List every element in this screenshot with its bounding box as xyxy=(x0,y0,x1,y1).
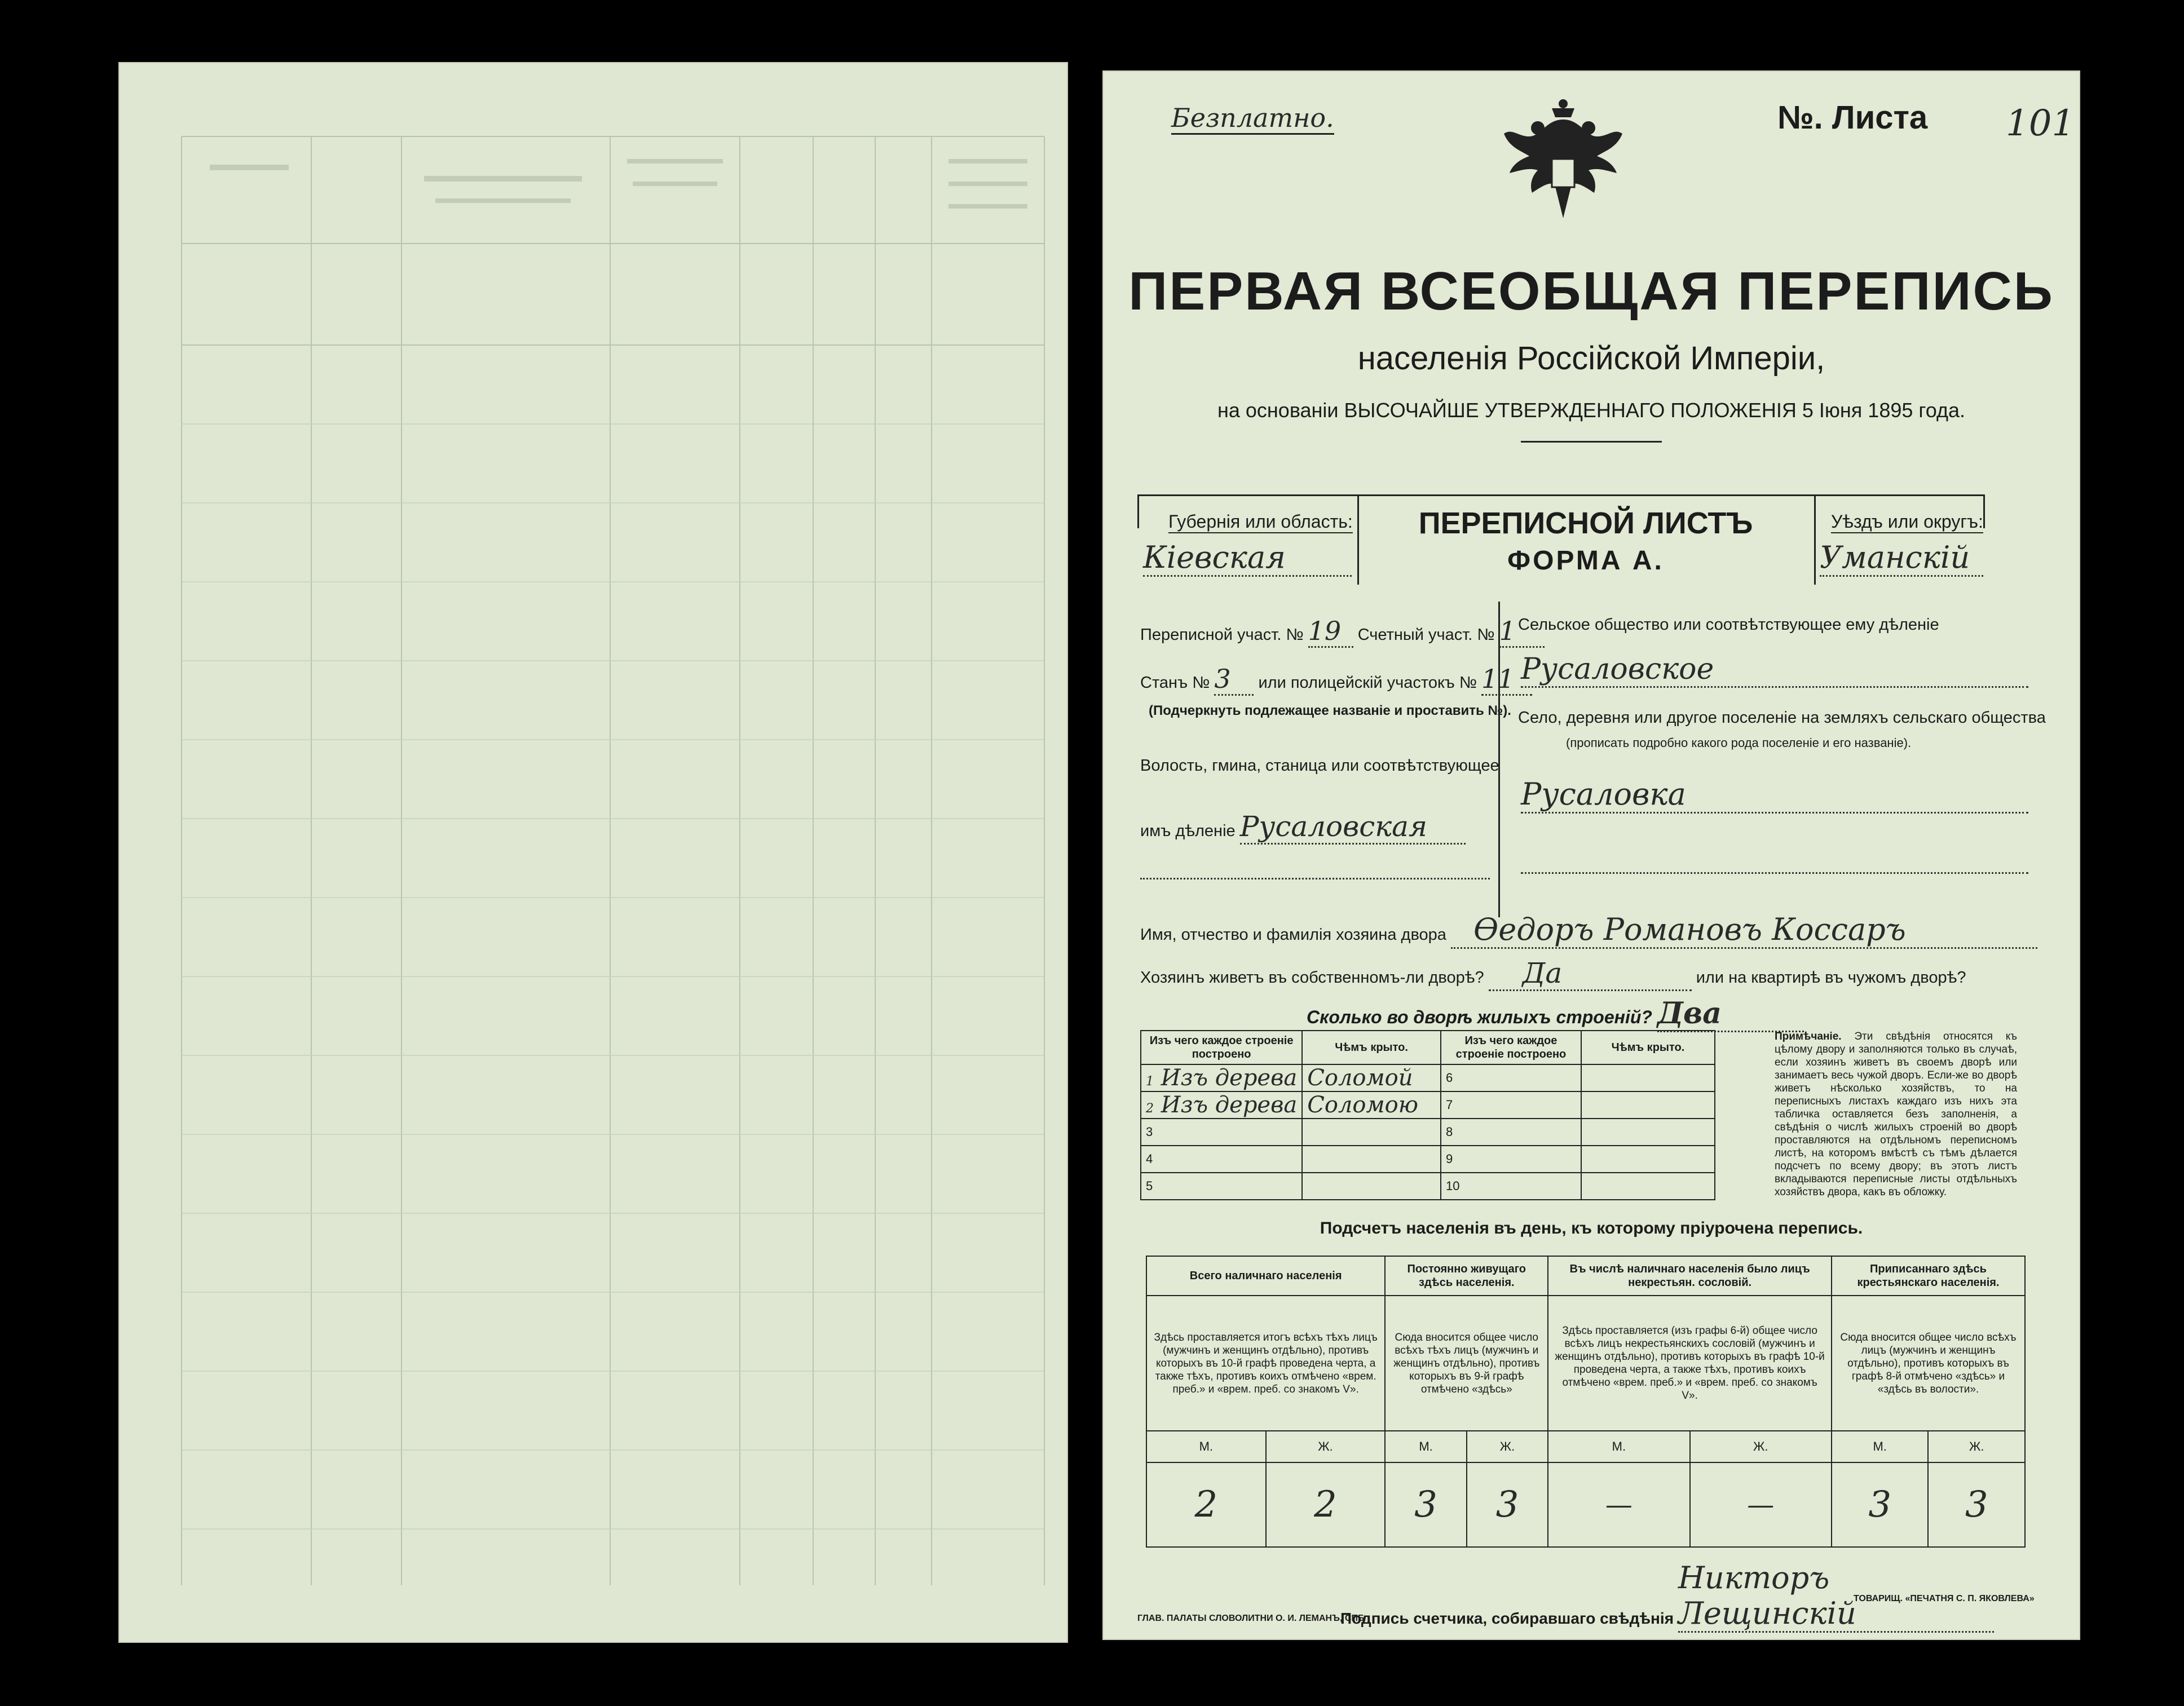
female-label: Ж. xyxy=(1467,1431,1548,1462)
col-total-desc: Здѣсь проставляется итогъ всѣхъ тѣхъ лицъ (мужчинъ и женщинъ отдѣльно), противъ которыхъ въ 10-й графѣ проведена черта, а также тѣхъ, противъ коихъ отмѣчено «врем. преб.» и «врем. преб. со знакомъ V». xyxy=(1146,1296,1385,1431)
male-label: М. xyxy=(1146,1431,1266,1462)
signature-value: Никторъ Лещинскій xyxy=(1678,1560,1994,1633)
table-row xyxy=(1141,1119,1715,1146)
society-label: Сельское общество или соотвѣтствующее ему дѣленіе xyxy=(1518,616,1939,634)
row-number: 8 xyxy=(1441,1119,1581,1146)
village-label: Село, деревня или другое поселеніе на земляхъ сельскаго общества xyxy=(1518,709,2046,727)
male-label: М. xyxy=(1385,1431,1466,1462)
col-nonpeasant-desc: Здѣсь проставляется (изъ графы 6-й) общее число всѣхъ лицъ некрестьянскихъ сословій (мужчинъ и женщинъ отдѣльно), противъ которыхъ въ графѣ 10-й проведена черта, а также тѣхъ, противъ коихъ отмѣчено «врем. преб.» и «врем. преб. со знакомъ V». xyxy=(1548,1296,1832,1431)
village-extra-line xyxy=(1521,872,2028,874)
stan-row xyxy=(1140,664,1532,696)
col-permanent-desc: Сюда вносится общее число всѣхъ тѣхъ лицъ (мужчинъ и женщинъ отдѣльно), противъ которыхъ въ 9-й графѣ отмѣчено «здѣсь» xyxy=(1385,1296,1548,1431)
gubernia-value: Кіевская xyxy=(1143,540,1352,577)
census-section-row xyxy=(1140,616,1545,648)
col-peasant-title: Приписаннаго здѣсь крестьянскаго населенія. xyxy=(1832,1256,2025,1296)
col-roof-2: Чѣмъ крыто. xyxy=(1581,1031,1715,1064)
col-roof: Чѣмъ крыто. xyxy=(1302,1031,1441,1064)
roof-value: Соломою xyxy=(1302,1091,1441,1119)
form-box-divider-left xyxy=(1357,494,1359,585)
total-male-value: 2 xyxy=(1146,1462,1266,1547)
row-number: 6 xyxy=(1441,1064,1581,1091)
own-yard-label: Хозяинъ живетъ въ собственномъ-ли дворѣ? xyxy=(1140,969,1484,987)
volost-extra-line xyxy=(1140,878,1490,879)
female-label: Ж. xyxy=(1928,1431,2025,1462)
table-row xyxy=(1141,1146,1715,1173)
form-box-left-edge xyxy=(1137,494,1139,528)
census-form-page xyxy=(1102,70,2080,1640)
owner-row xyxy=(1140,912,2037,949)
row-number: 1 xyxy=(1146,1075,1154,1089)
permanent-male-value: 3 xyxy=(1385,1462,1466,1547)
nonpeasant-male-value: — xyxy=(1548,1462,1689,1547)
roof-value: Соломой xyxy=(1302,1064,1441,1091)
form-box-divider-right xyxy=(1814,494,1816,585)
printer-left: ГЛАВ. ПАЛАТЫ СЛОВОЛИТНИ О. И. ЛЕМАНЪ, СПБ xyxy=(1137,1614,1365,1623)
col-material-2: Изъ чего каждое строеніе построено xyxy=(1441,1031,1581,1064)
volost-label-2: имъ дѣленіе xyxy=(1140,822,1236,840)
own-yard-value: Да xyxy=(1489,957,1692,991)
owner-value: Өедоръ Романовъ Коссаръ xyxy=(1451,912,2037,949)
uezd-label: Уѣздъ или округъ: xyxy=(1831,511,1983,533)
volost-label: Волость, гмина, станица или соотвѣтствующее xyxy=(1140,757,1499,775)
sheet-number-label: №. Листа xyxy=(1777,99,1928,136)
peasant-male-value: 3 xyxy=(1832,1462,1928,1547)
main-title: ПЕРВАЯ ВСЕОБЩАЯ ПЕРЕПИСЬ xyxy=(1128,261,2054,321)
material-value: Изъ дерева xyxy=(1161,1092,1298,1118)
form-letter: ФОРМА А. xyxy=(1507,546,1664,576)
female-label: Ж. xyxy=(1690,1431,1832,1462)
count-heading: Подсчетъ населенія въ день, къ которому пріурочена перепись. xyxy=(1320,1219,1863,1237)
faint-grid xyxy=(120,63,1067,1642)
volost-row xyxy=(1140,810,1466,845)
census-section-label: Переписной участ. № xyxy=(1140,626,1304,644)
sheet-number-stamp: 101 xyxy=(2006,103,2075,144)
owner-label: Имя, отчество и фамилія хозяина двора xyxy=(1140,926,1446,944)
table-row xyxy=(1141,1091,1715,1119)
police-label: или полицейскій участокъ № xyxy=(1258,674,1477,692)
col-nonpeasant-title: Въ числѣ наличнаго населенія было лицъ некрестьян. сословій. xyxy=(1548,1256,1832,1296)
village-value: Русаловка xyxy=(1521,776,2028,814)
population-count-table xyxy=(1146,1256,2026,1548)
printer-right: ТОВАРИЩ. «ПЕЧАТНЯ С. П. ЯКОВЛЕВА» xyxy=(1854,1594,2035,1603)
underline-note: (Подчеркнуть подлежащее названіе и проставить №). xyxy=(1149,703,1511,718)
material-value: Изъ дерева xyxy=(1161,1065,1298,1091)
male-label: М. xyxy=(1832,1431,1928,1462)
free-label: Безплатно. xyxy=(1171,103,1334,135)
volost-value: Русаловская xyxy=(1240,810,1466,845)
total-female-value: 2 xyxy=(1266,1462,1386,1547)
table-row xyxy=(1141,1064,1715,1091)
note-block xyxy=(1775,1030,2017,1199)
col-material: Изъ чего каждое строеніе построено xyxy=(1141,1031,1302,1064)
row-number: 4 xyxy=(1141,1146,1302,1173)
signature-label: Подпись счетчика, собиравшаго свѣдѣнія xyxy=(1340,1610,1674,1627)
row-number: 3 xyxy=(1141,1119,1302,1146)
female-label: Ж. xyxy=(1266,1431,1386,1462)
village-note: (прописать подробно какого рода поселеніе и его названіе). xyxy=(1566,736,1912,750)
form-title: ПЕРЕПИСНОЙ ЛИСТЪ xyxy=(1418,506,1753,540)
count-section-label: Счетный участ. № xyxy=(1357,626,1495,644)
permanent-female-value: 3 xyxy=(1467,1462,1548,1547)
society-value: Русаловское xyxy=(1521,652,2028,688)
peasant-female-value: 3 xyxy=(1928,1462,2025,1547)
row-number: 2 xyxy=(1146,1102,1154,1116)
row-number: 9 xyxy=(1441,1146,1581,1173)
col-total-title: Всего наличнаго населенія xyxy=(1146,1256,1385,1296)
count-section-value: 1 xyxy=(1499,616,1545,648)
row-number: 7 xyxy=(1441,1091,1581,1119)
subtitle: населенія Россійской Имперіи, xyxy=(1357,340,1825,377)
buildings-value: Два xyxy=(1657,996,1804,1032)
buildings-table xyxy=(1140,1030,1715,1200)
form-box-top xyxy=(1137,494,1983,496)
rent-label: или на квартирѣ въ чужомъ дворѣ? xyxy=(1696,969,1966,987)
buildings-row xyxy=(1307,996,1804,1032)
col-permanent-title: Постоянно живущаго здѣсь населенія. xyxy=(1385,1256,1548,1296)
left-page xyxy=(118,62,1068,1643)
census-section-value: 19 xyxy=(1308,616,1353,648)
police-value: 11 xyxy=(1481,664,1532,696)
note-title: Примѣчаніе. xyxy=(1775,1031,1842,1042)
row-number: 5 xyxy=(1141,1173,1302,1200)
own-yard-row xyxy=(1140,957,1966,991)
gubernia-label: Губернія или область: xyxy=(1168,511,1353,533)
form-box-right-edge xyxy=(1983,494,1985,528)
nonpeasant-female-value: — xyxy=(1690,1462,1832,1547)
stan-label: Станъ № xyxy=(1140,674,1210,692)
buildings-label: Сколько во дворѣ жилыхъ строеній? xyxy=(1307,1007,1652,1027)
col-peasant-desc: Сюда вносится общее число всѣхъ лицъ (мужчинъ и женщинъ отдѣльно), противъ которыхъ въ графѣ 8-й отмѣчено «здѣсь» и «здѣсь въ волости». xyxy=(1832,1296,2025,1431)
note-text: Эти свѣдѣнія относятся къ цѣлому двору и заполняются только въ случаѣ, если хозяинъ живетъ въ своемъ дворѣ или занимаетъ весь чужой дворъ. Если-же во дворѣ живетъ нѣсколько хозяйствъ, то на переписныхъ листахъ каждаго изъ нихъ эта табличка оставляется безъ заполненія, а свѣдѣнія о числѣ жилыхъ строеній во дворѣ проставляются на отдѣльномъ переписномъ листѣ, на которомъ вмѣстѣ съ тѣмъ дѣлается подсчетъ по всему двору; въ этотъ листъ вкладываются переписные листы отдѣльныхъ хозяйствъ двора, какъ въ обложку. xyxy=(1775,1031,2017,1198)
title-divider xyxy=(1521,441,1662,443)
basis-line: на основаніи ВЫСОЧАЙШЕ УТВЕРЖДЕННАГО ПОЛОЖЕНІЯ 5 Іюня 1895 года. xyxy=(1217,399,1965,422)
table-row xyxy=(1141,1173,1715,1200)
male-label: М. xyxy=(1548,1431,1689,1462)
stan-value: 3 xyxy=(1214,664,1254,696)
uezd-value: Уманскій xyxy=(1820,540,1983,577)
row-number: 10 xyxy=(1441,1173,1581,1200)
